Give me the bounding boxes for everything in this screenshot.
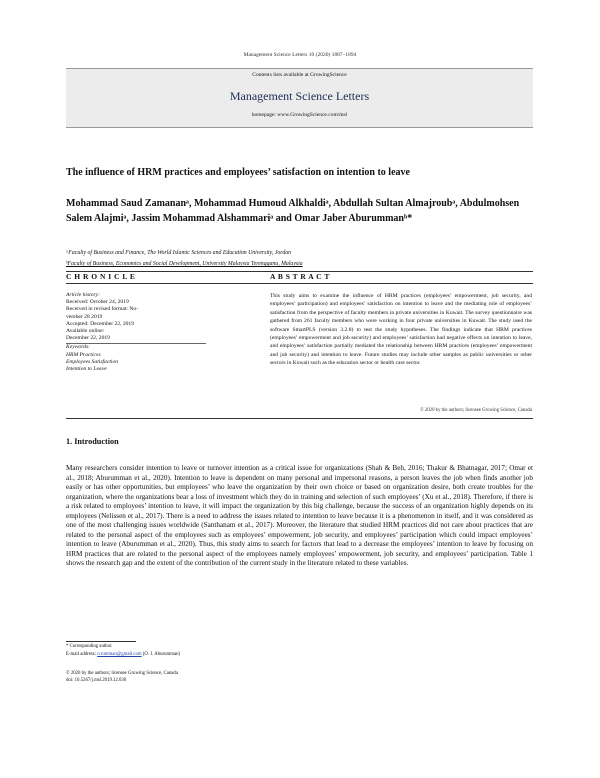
- footnote-corresponding: * Corresponding author.: [66, 644, 113, 649]
- journal-name[interactable]: Management Science Letters: [229, 89, 370, 103]
- article-info: [66, 292, 216, 373]
- bottom-copyright: © 2020 by the authors; licensee Growing Science, Canada: [66, 671, 178, 676]
- email-link[interactable]: o.rumman@gmail.com: [97, 652, 142, 657]
- received-date: Received: October 24, 2019: [66, 299, 129, 306]
- keyword-item: Intention to Leave: [66, 366, 107, 373]
- running-head: Management Science Letters 10 (2020) 1887–1894: [243, 52, 357, 58]
- contents-available: Contents lists available at GrowingScience: [252, 72, 347, 78]
- author-list: Mohammad Saud Zamananᵃ, Mohammad Humoud Alkhaldiᵃ, Abdullah Sultan Almajroubᵃ, Abdulmohsen Salem Alajmiᵃ, Jassim Mohammad Alshammariᵃ and Omar Jaber Aburummanᵇ*: [66, 198, 520, 224]
- footnote-rule: [66, 641, 136, 642]
- keywords-label: Keywords:: [66, 343, 206, 351]
- email-owner: (O. J. Aburumman): [142, 652, 181, 657]
- abstract-body: This study aims to examine the influence of HRM practices (employees’ empowerment, job security, and employees’ participation) and employees’ satisfaction on intention to leave and the mediating role of employees’ satisfaction from the perspective of faculty members in private universities in Kuwait. The survey questionnaire was gathered from 261 faculty members who were working in four private universities in Kuwait. The study used the software SmartPLS (version 3.2.8) to test the study hypotheses. The findings indicate that HRM practices (employees’ empowerment and job security) and employees’ satisfaction had negative effects on intention to leave, and employees’ satisfaction partially mediated the relationship between HRM practices (employees’ empowerment and job security) and intention to leave. Future studies may include other samples as public universities or other sectors in Kuwait such as the education sector or health care sector.: [270, 293, 532, 367]
- divider-mid: [66, 283, 533, 284]
- online-label: Available online:: [66, 328, 105, 335]
- paper-title: The influence of HRM practices and employees’ satisfaction on intention to leave: [66, 167, 410, 178]
- keyword-item: Employees Satisfaction: [66, 358, 119, 365]
- online-date: December 22, 2019: [66, 335, 110, 342]
- revised-date: Received in revised format: No-: [66, 306, 139, 313]
- doi[interactable]: doi: 10.5267/j.msl.2019.12.030: [66, 678, 127, 683]
- keyword-item: HRM Practices: [66, 351, 101, 358]
- accepted-date: Accepted: December 22, 2019: [66, 320, 135, 327]
- affiliation-a: ᵃFaculty of Business and Finance, The World Islamic Sciences and Education University, Jordan: [66, 250, 292, 256]
- email-label: E-mail address:: [66, 652, 96, 657]
- section-heading-introduction: 1. Introduction: [66, 437, 119, 446]
- journal-banner: [66, 68, 533, 128]
- intro-paragraph: Many researchers consider intention to leave or turnover intention as a critical issue for organizations (Shah & Beh, 2016; Thakur & Bhatnagar, 2017; Omar et al., 2018; Aburumman et al., 2020). Intention to leave is dependent on many personal and impersonal reasons, a person leaves the job when finds another job easily or has other opportunities, but employees’ who leave the organization by their own choice or based on organization desire, both create troubles for the organization, where the organizations bear a loss of investment which they do in training and selection of such employees’ (Xu et al., 2018). Therefore, if there is a risk related to employees’ intention to leave, it will impact the organization by this big challenge, because the success of an organization highly depends on its employees (Nelissen et al., 2017). There is a need to address the issues related to intention to leave because it is a phenomenon in itself, and it was considered as one of the most challenging issues worldwide (Santhanam et al., 2017). Moreover, the literature that studied HRM practices did not care about practices that are related to the personal aspect of the employees such as employees’ empowerment, job security, and employees’ participation which could impact employees’ intention to leave (Aburumman et al., 2020). Thus, this study aims to search for factors that lead to a decrease the employees’ intention to leave by focusing on HRM practices that are related to the personal aspect of the employees namely employees’ empowerment, job security, and employees’ participation. Table 1 shows the research gap and the extent of the contribution of the current study in the literature related to these variables.: [66, 464, 533, 567]
- revised-date-cont: vember 28 2019: [66, 313, 103, 320]
- divider-bottom: [66, 418, 533, 419]
- abstract-heading: A B S T R A C T: [270, 272, 330, 281]
- history-label: Article history:: [66, 292, 101, 298]
- footnote-email: [66, 651, 180, 658]
- chronicle-heading: C H R O N I C L E: [66, 272, 136, 281]
- journal-homepage[interactable]: homepage: www.GrowingScience.com/msl: [251, 112, 348, 118]
- abstract-copyright: © 2020 by the authors; licensee Growing Science, Canada: [420, 408, 532, 413]
- affiliation-b: ᵇFaculty of Business, Economics and Social Development, University Malaysia Terengganu, Malaysia: [66, 261, 303, 267]
